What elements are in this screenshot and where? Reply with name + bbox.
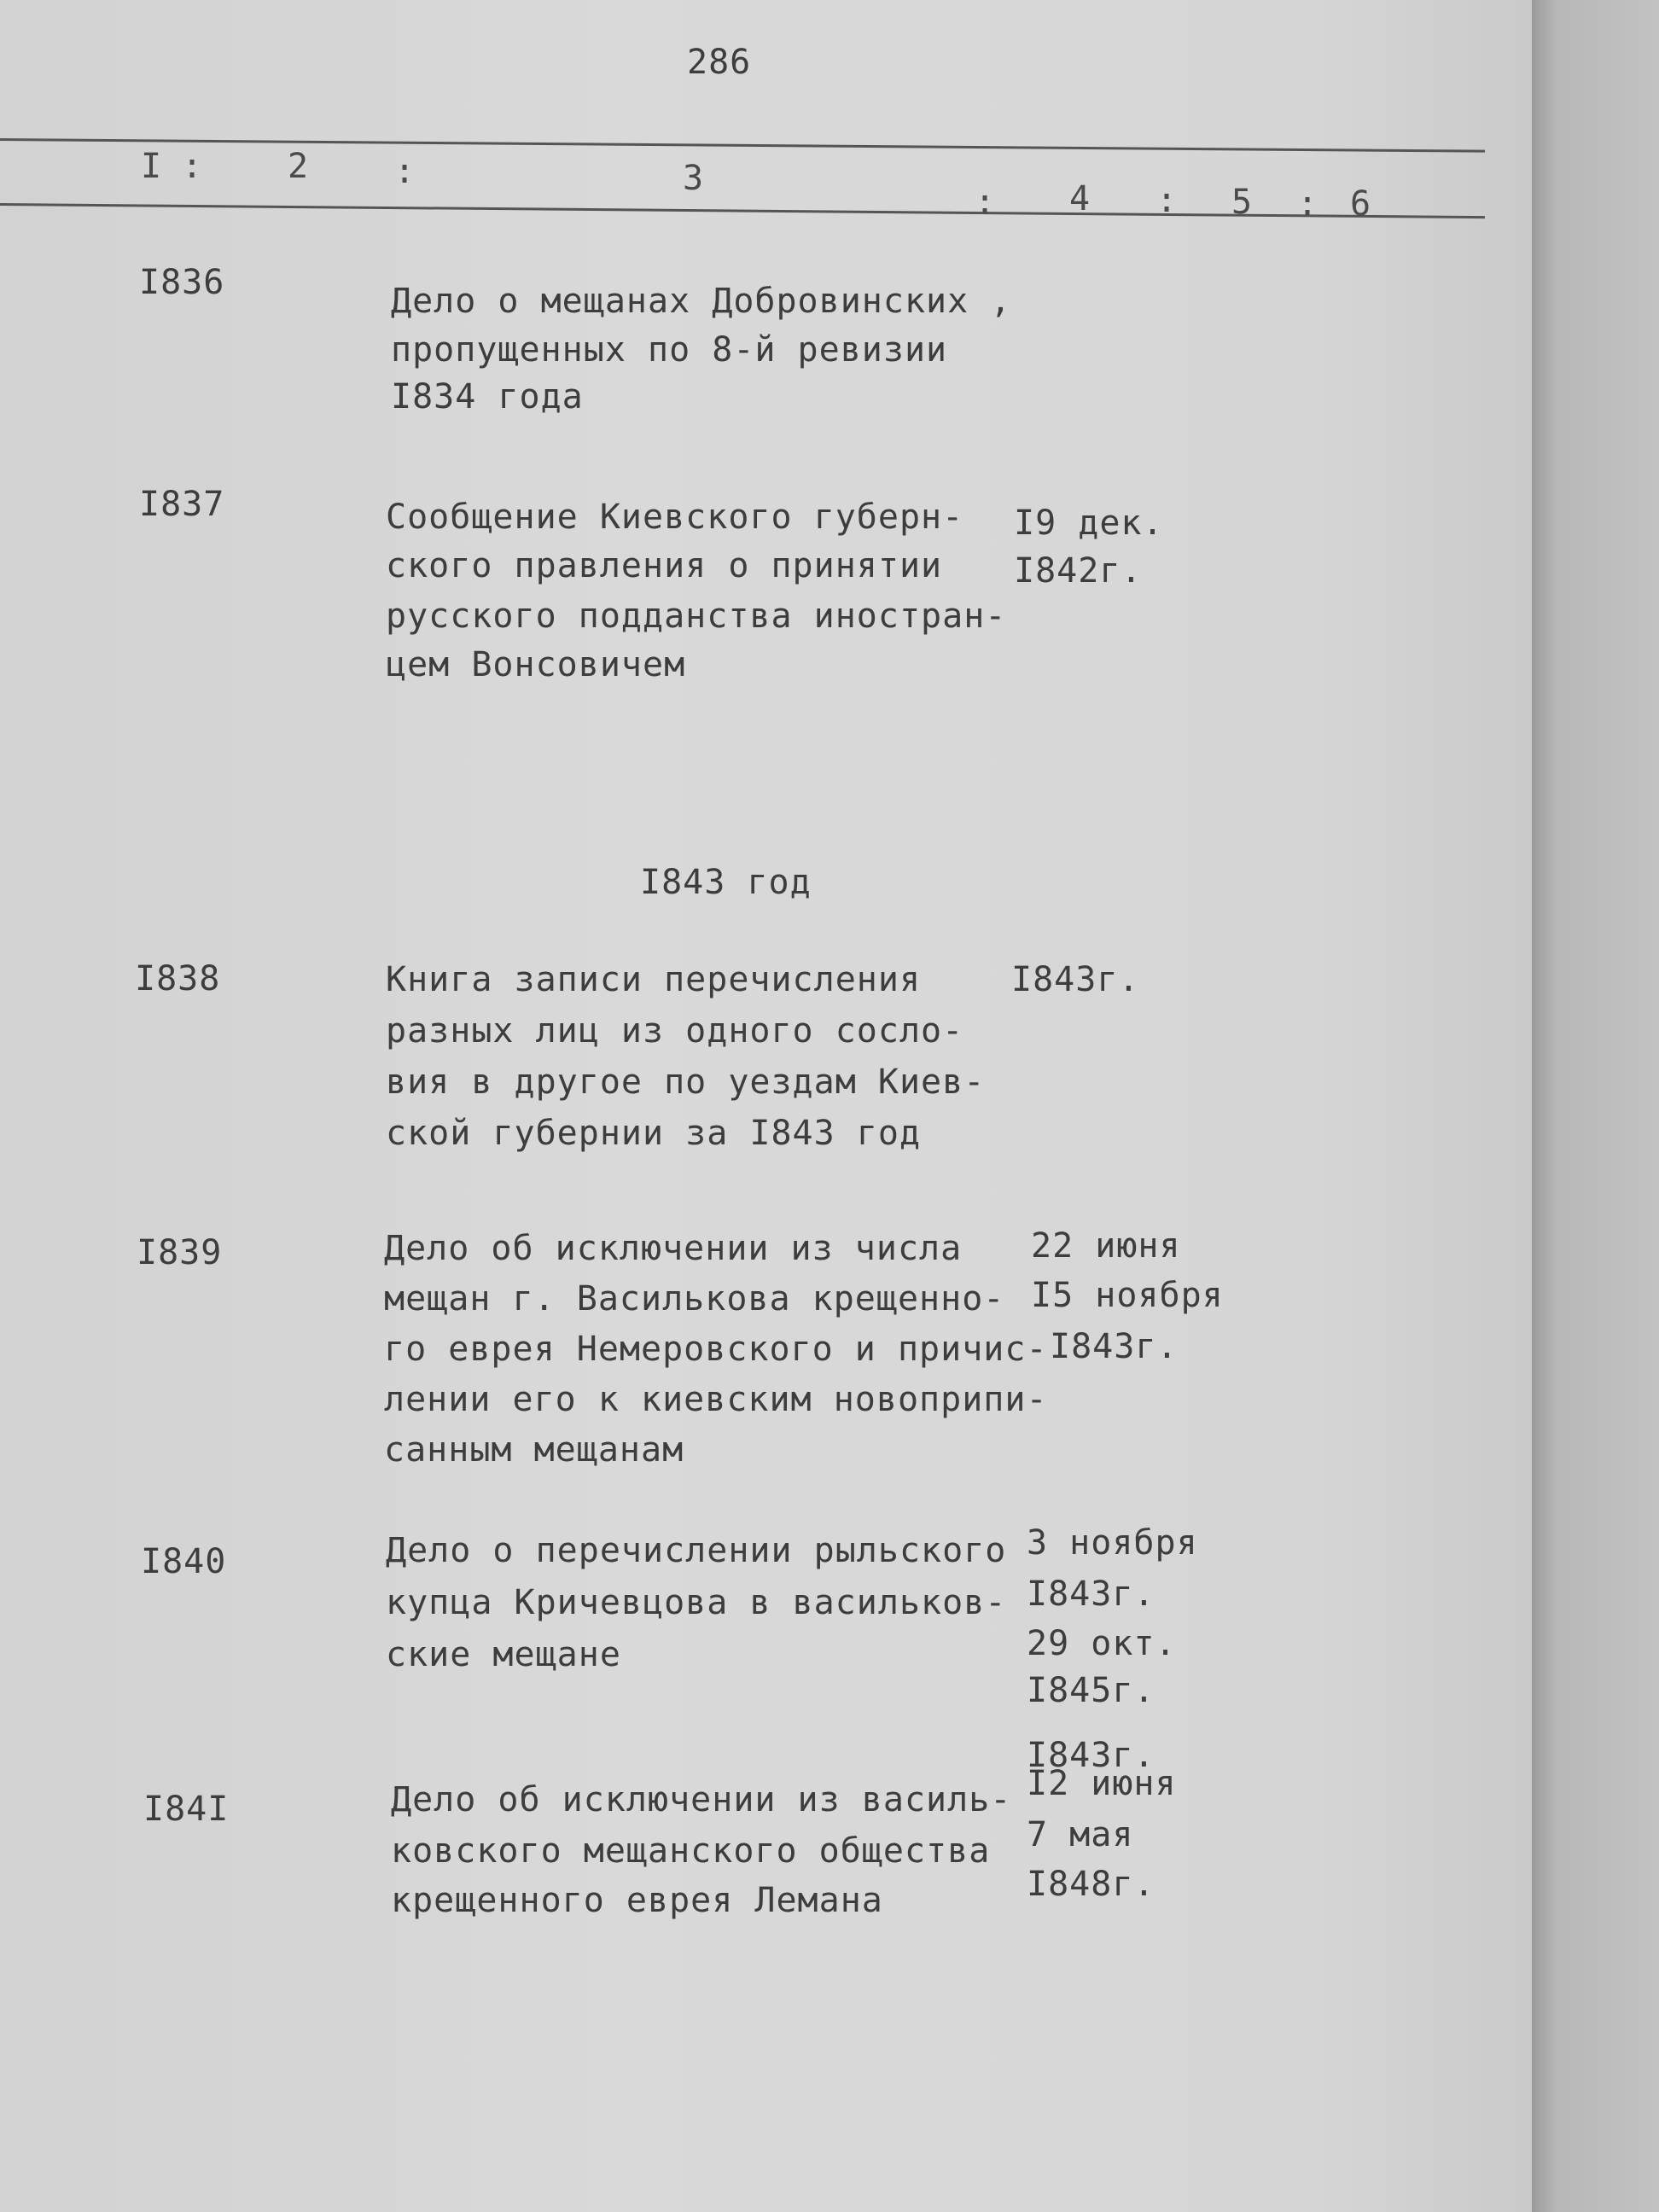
header-sep-3: : xyxy=(975,183,996,222)
entry-date: I842г. xyxy=(1014,551,1143,591)
entry-text-line: I834 года xyxy=(391,377,584,416)
entry-text-line: вия в другое по уездам Киев- xyxy=(386,1062,986,1102)
entry-text-line: Сообщение Киевского губерн- xyxy=(386,498,964,537)
entry-number: I837 xyxy=(139,485,225,524)
entry-number: I84I xyxy=(143,1790,230,1829)
header-col-6: 6 xyxy=(1350,184,1371,224)
page-edge-shadow xyxy=(1532,0,1659,2212)
header-sep-2: : xyxy=(394,152,416,191)
entry-date: 7 мая xyxy=(1027,1815,1134,1854)
entry-number: I836 xyxy=(139,263,225,302)
entry-date: I848г. xyxy=(1027,1865,1155,1904)
page-number: 286 xyxy=(687,43,752,82)
entry-text-line: Дело о мещанах Добровинских , xyxy=(391,282,1012,321)
entry-text-line: крещенного еврея Лемана xyxy=(391,1881,883,1920)
entry-text-line: разных лиц из одного сосло- xyxy=(386,1011,964,1051)
entry-text-line: мещан г. Василькова крещенно- xyxy=(384,1279,1005,1318)
entry-date: I843г. xyxy=(1050,1327,1179,1366)
section-heading: I843 год xyxy=(640,863,812,902)
entry-date: I843г. xyxy=(1027,1736,1155,1775)
entry-date: 22 июня xyxy=(1031,1226,1181,1266)
entry-text-line: Дело об исключении из числа xyxy=(384,1229,963,1268)
entry-date: 3 ноября xyxy=(1027,1523,1198,1563)
entry-text-line: Дело о перечислении рыльского xyxy=(386,1531,1007,1570)
entry-text-line: цем Вонсовичем xyxy=(386,645,686,684)
entry-date: I843г. xyxy=(1011,960,1140,999)
entry-text-line: ковского мещанского общества xyxy=(391,1831,991,1871)
entry-text-line: Книга записи перечисления xyxy=(386,960,922,999)
entry-text-line: ские мещане xyxy=(386,1635,621,1674)
entry-text-line: купца Кричевцова в васильков- xyxy=(386,1583,1007,1622)
entry-text-line: русского подданства иностран- xyxy=(386,597,1007,636)
entry-text-line: лении его к киевским новоприпи- xyxy=(384,1380,1048,1419)
entry-text-line: го еврея Немеровского и причис- xyxy=(384,1330,1048,1369)
entry-number: I840 xyxy=(141,1542,227,1581)
header-col-2: 2 xyxy=(288,147,309,186)
entry-number: I838 xyxy=(135,959,221,998)
header-sep-5: : xyxy=(1297,184,1318,224)
header-col-3: 3 xyxy=(683,159,704,198)
entry-number: I839 xyxy=(137,1233,223,1272)
header-col-5: 5 xyxy=(1231,183,1253,222)
header-col-4: 4 xyxy=(1069,179,1091,218)
header-sep-1: : xyxy=(182,147,203,186)
header-col-1: I xyxy=(141,147,162,186)
entry-date: I5 ноября xyxy=(1031,1276,1224,1315)
entry-date: I843г. xyxy=(1027,1575,1155,1614)
entry-text-line: Дело об исключении из василь- xyxy=(391,1780,1012,1819)
entry-date: I845г. xyxy=(1027,1671,1155,1710)
entry-text-line: пропущенных по 8-й ревизии xyxy=(391,330,948,370)
entry-text-line: санным мещанам xyxy=(384,1430,684,1470)
entry-text-line: ского правления о принятии xyxy=(386,546,943,585)
entry-date: I2 июня xyxy=(1027,1764,1177,1803)
entry-text-line: ской губернии за I843 год xyxy=(386,1114,922,1153)
entry-date: I9 дек. xyxy=(1014,504,1164,543)
header-sep-4: : xyxy=(1156,181,1178,220)
entry-date: 29 окт. xyxy=(1027,1624,1177,1663)
